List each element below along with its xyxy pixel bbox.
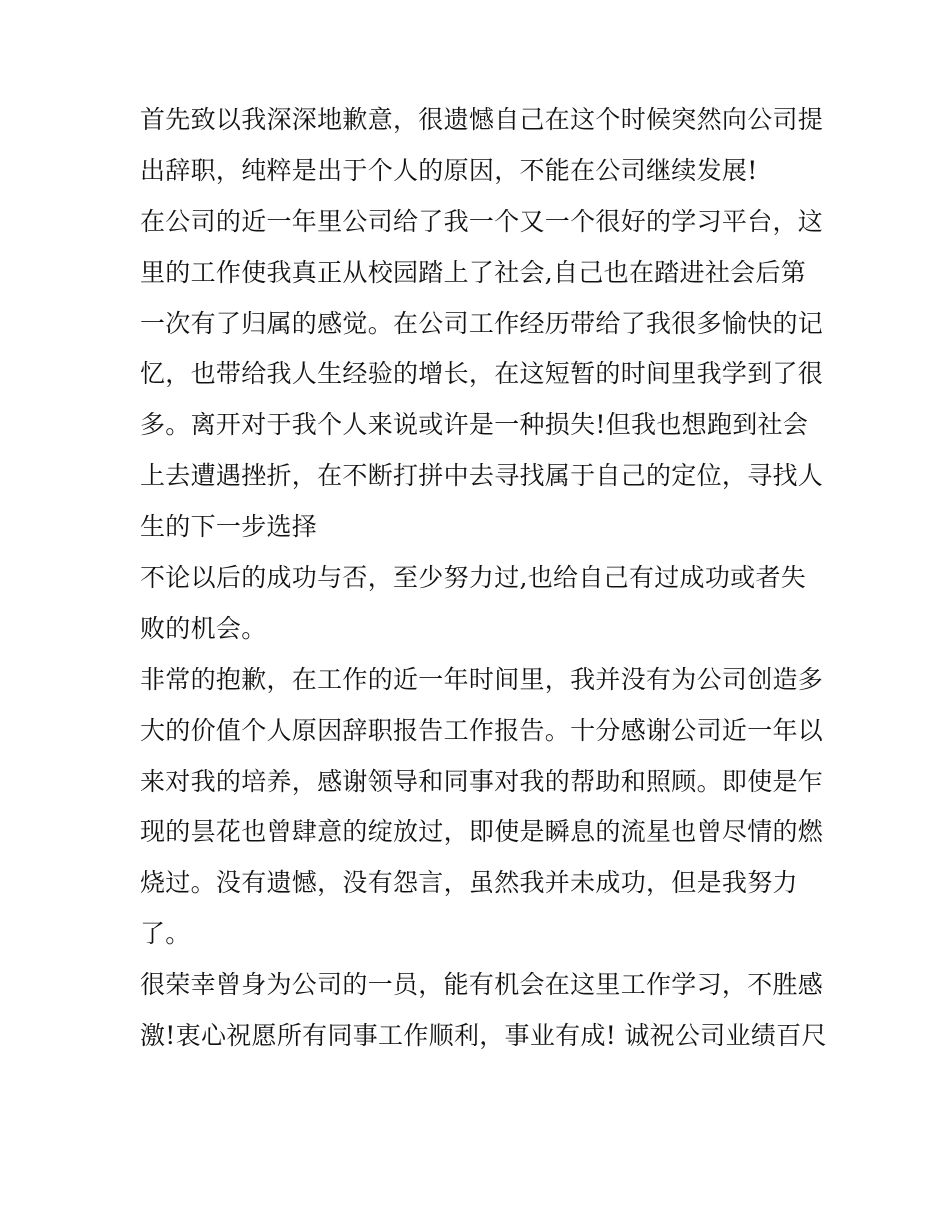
text-line: 非常的抱歉，在工作的近一年时间里，我并没有为公司创造多 xyxy=(140,664,824,694)
letter-body xyxy=(140,107,840,1074)
text-line: 在公司的近一年里公司给了我一个又一个很好的学习平台，这 xyxy=(140,206,824,236)
text-line: 一次有了归属的感觉。在公司工作经历带给了我很多愉快的记 xyxy=(140,308,824,338)
text-line: 大的价值个人原因辞职报告工作报告。十分感谢公司近一年以 xyxy=(140,715,824,745)
text-line: 现的昙花也曾肆意的绽放过，即使是瞬息的流星也曾尽情的燃 xyxy=(140,817,824,847)
text-line: 败的机会。 xyxy=(140,613,267,643)
text-line: 忆，也带给我人生经验的增长，在这短暂的时间里我学到了很 xyxy=(140,359,824,389)
text-line: 首先致以我深深地歉意，很遗憾自己在这个时候突然向公司提 xyxy=(140,105,824,134)
text-line: 多。离开对于我个人来说或许是一种损失!但我也想跑到社会 xyxy=(140,410,809,440)
text-line: 来对我的培养，感谢领导和同事对我的帮助和照顾。即使是乍 xyxy=(140,766,824,796)
text-line: 了。 xyxy=(140,919,191,949)
text-line: 里的工作使我真正从校园踏上了社会,自己也在踏进社会后第 xyxy=(140,257,807,287)
text-line: 很荣幸曾身为公司的一员，能有机会在这里工作学习，不胜感 xyxy=(140,970,824,1000)
text-line: 上去遭遇挫折，在不断打拼中去寻找属于自己的定位，寻找人 xyxy=(140,461,824,491)
text-line: 不论以后的成功与否，至少努力过,也给自己有过成功或者失 xyxy=(140,563,807,593)
text-line: 激!衷心祝愿所有同事工作顺利，事业有成! 诚祝公司业绩百尺 xyxy=(140,1021,827,1051)
text-line: 烧过。没有遗憾，没有怨言，虽然我并未成功，但是我努力 xyxy=(140,868,798,898)
text-line: 生的下一步选择 xyxy=(140,512,318,542)
text-line: 出辞职，纯粹是出于个人的原因，不能在公司继续发展! xyxy=(140,155,758,185)
